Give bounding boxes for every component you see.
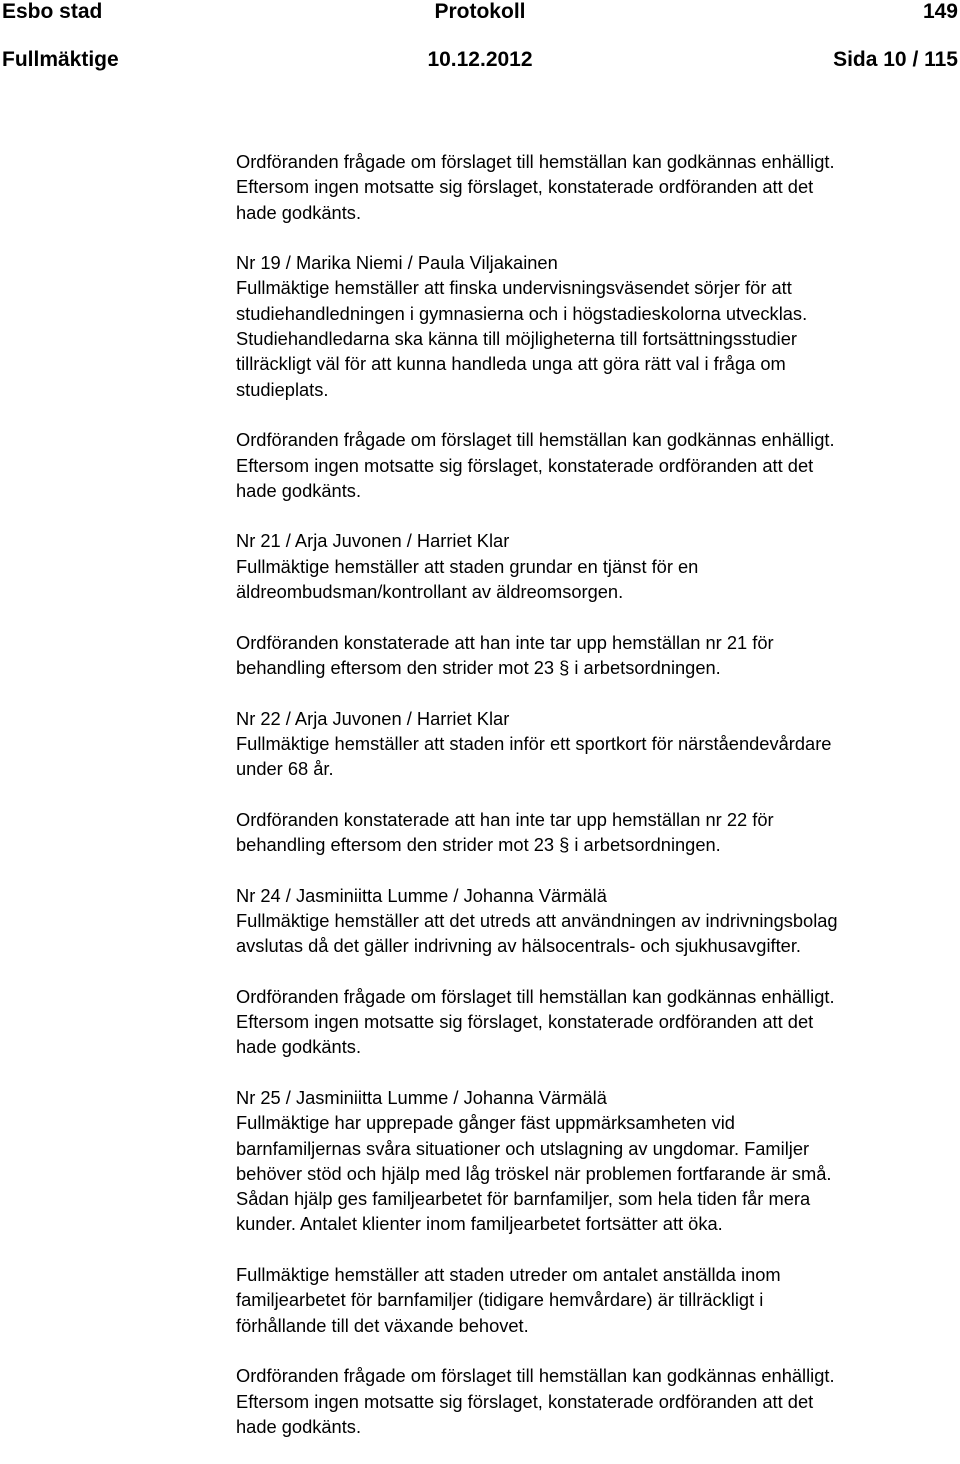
paragraph: Ordföranden konstaterade att han inte tar upp hemställan nr 22 för behandling eftersom den strider mot 23 § i arbetsordningen. (236, 808, 774, 856)
paragraph: Nr 24 / Jasminiitta Lumme / Johanna Värmälä Fullmäktige hemställer att det utreds att användningen av indrivningsbolag avslutas då det gäller indrivning av hälsocentrals- och sjukhusavgifter. (236, 884, 838, 957)
paragraph: Ordföranden frågade om förslaget till hemställan kan godkännas enhälligt. Eftersom ingen motsatte sig förslaget, konstaterade ordföranden att det hade godkänts. (236, 151, 835, 223)
paragraph: Nr 19 / Marika Niemi / Paula Viljakainen Fullmäktige hemställer att finska undervisningsväsendet sörjer för att studiehandledningen i gymnasierna och i högstadieskolorna utvecklas. Studiehandledarna ska känna till möjligheterna till fortsättningsstudier tillräckligt väl för att kunna handleda unga att göra rätt val i fråga om studieplats. (236, 252, 808, 400)
meeting-date: 10.12.2012 (427, 48, 533, 71)
protocol-body (236, 149, 958, 1464)
paragraph: Nr 25 / Jasminiitta Lumme / Johanna Värmälä Fullmäktige har upprepade gånger fäst uppmärksamheten vid barnfamiljernas svåra situationer och utslagning av ungdomar. Familjer behöver stöd och hjälp med låg tröskel när problemen fortfarande är små. Sådan hjälp ges familjearbetet för barnfamiljer, som hela tiden får mera kunder. Antalet klienter inom familjearbetet fortsätter att öka. (236, 1086, 832, 1235)
paragraph: Nr 21 / Arja Juvonen / Harriet Klar Fullmäktige hemställer att staden grundar en tjänst för en äldreombudsman/kontrollant av äldreomsorgen. (236, 530, 699, 603)
page-number: Sida 10 / 115 (833, 48, 958, 71)
paragraph: Ordföranden frågade om förslaget till hemställan kan godkännas enhälligt. Eftersom ingen motsatte sig förslaget, konstaterade ordföranden att det hade godkänts. (236, 429, 835, 501)
paragraph: Ordföranden konstaterade att han inte tar upp hemställan nr 21 för behandling eftersom den strider mot 23 § i arbetsordningen. (236, 631, 774, 678)
header-row-bottom (2, 48, 958, 72)
municipality-name: Esbo stad (2, 0, 103, 23)
paragraph: Ordföranden frågade om förslaget till hemställan kan godkännas enhälligt. Eftersom ingen motsatte sig förslaget, konstaterade ordföranden att det hade godkänts. (236, 1365, 835, 1437)
header-row-top (2, 0, 958, 24)
paragraph: Nr 22 / Arja Juvonen / Harriet Klar Fullmäktige hemställer att staden inför ett sportkort för närståendevårdare under 68 år. (236, 707, 832, 780)
page-header (0, 0, 960, 76)
page-reference: 149 (922, 0, 958, 23)
document-type: Protokoll (434, 0, 526, 23)
paragraph: Ordföranden frågade om förslaget till hemställan kan godkännas enhälligt. Eftersom ingen motsatte sig förslaget, konstaterade ordföranden att det hade godkänts. (236, 985, 835, 1058)
paragraph: Fullmäktige hemställer att staden utreder om antalet anställda inom familjearbetet för barnfamiljer (tidigare hemvårdare) är tillräckligt i förhållande till det växande behovet. (236, 1264, 781, 1336)
body-name: Fullmäktige (2, 48, 119, 71)
